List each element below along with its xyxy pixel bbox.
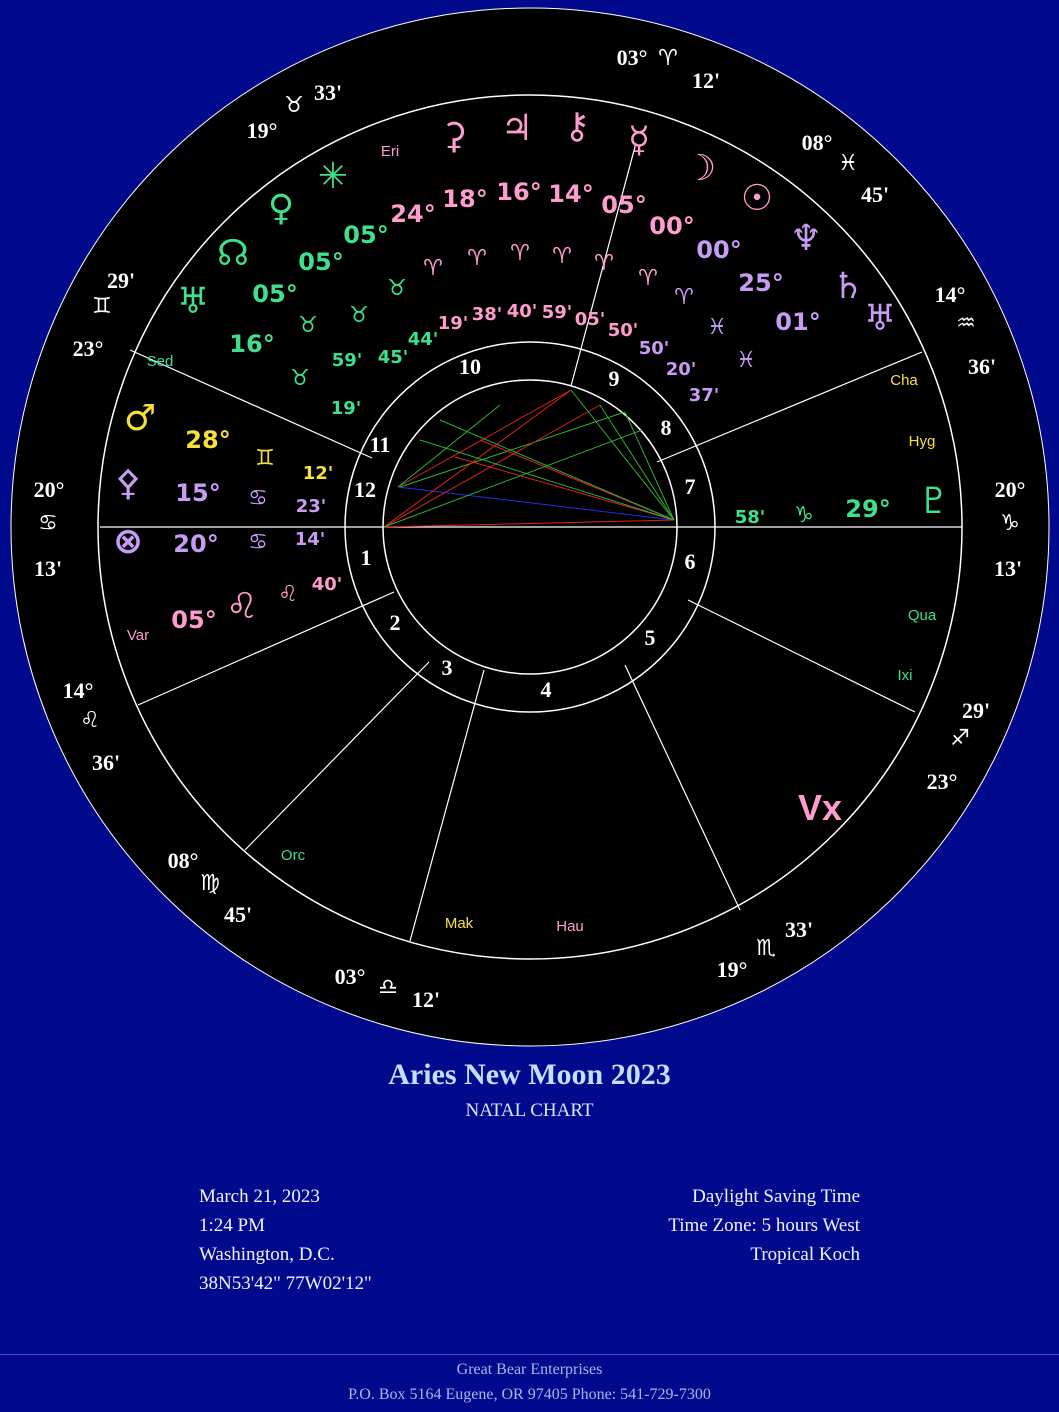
planet-sign-icon: ♈ — [510, 241, 530, 266]
cusp-sign-icon: ♋ — [38, 511, 58, 536]
cusp-minute: 13' — [33, 556, 63, 581]
planet-minute: 38' — [471, 304, 503, 325]
cusp-sign-icon: ♊ — [92, 294, 112, 319]
planet-degree: 20° — [173, 530, 219, 558]
planet-glyph-icon: ⚳ — [440, 116, 468, 157]
cusp-degree: 03° — [616, 45, 648, 70]
cusp-sign-icon: ♑ — [1000, 511, 1020, 536]
planet-degree: 05° — [252, 280, 298, 308]
cusp-degree: 14° — [934, 282, 966, 307]
planet-glyph-icon: ☉ — [740, 178, 774, 219]
planet-minute: 45' — [377, 347, 409, 368]
planet-glyph-icon: ♃ — [500, 108, 534, 149]
planet-glyph-icon: ♂ — [123, 398, 157, 439]
planet-minute: 19' — [437, 313, 469, 334]
planet-minute: 40' — [311, 574, 343, 595]
publisher-address: P.O. Box 5164 Eugene, OR 97405 Phone: 541-729-7300 — [348, 1386, 711, 1403]
planet-sign-icon: ♈ — [594, 251, 614, 276]
chart-subtitle: NATAL CHART — [465, 1100, 594, 1121]
planet-minute: 37' — [688, 385, 720, 406]
house-number: 9 — [608, 366, 620, 391]
cusp-sign-icon: ♐ — [950, 726, 970, 751]
planet-sign-icon: ♉ — [298, 313, 318, 338]
planet-sign-icon: ♑ — [794, 503, 814, 528]
house-number: 4 — [540, 677, 552, 702]
cusp-degree: 14° — [62, 678, 94, 703]
cusp-sign-icon: ♎ — [378, 975, 398, 1000]
planet-glyph-icon: ☿ — [627, 120, 651, 161]
birth-place: Washington, D.C. — [199, 1244, 335, 1265]
cusp-sign-icon: ♈ — [658, 46, 678, 71]
planet-glyph-icon: ♆ — [789, 218, 823, 259]
planet-minute: 50' — [638, 338, 670, 359]
planet-minute: 44' — [407, 329, 439, 350]
fixed-star-label: Var — [126, 627, 150, 644]
cusp-sign-icon: ♒ — [956, 311, 976, 336]
planet-degree: 18° — [442, 185, 488, 213]
planet-sign-icon: ♓ — [736, 348, 756, 373]
planet-degree: 05° — [298, 248, 344, 276]
planet-degree: 14° — [548, 180, 594, 208]
cusp-minute: 36' — [967, 354, 997, 379]
cusp-sign-icon: ♉ — [284, 93, 304, 118]
house-number: 2 — [389, 610, 401, 635]
planet-sign-icon: ♉ — [290, 366, 310, 391]
planet-glyph-icon: ♅ — [176, 281, 210, 322]
planet-degree: 05° — [601, 191, 647, 219]
cusp-minute: 12' — [691, 68, 721, 93]
planet-degree: 05° — [343, 221, 389, 249]
planet-glyph-icon: ☽ — [683, 148, 717, 189]
cusp-degree: 03° — [334, 964, 366, 989]
planet-glyph-icon: ♅ — [863, 298, 897, 339]
house-number: 8 — [660, 415, 672, 440]
planet-degree: 00° — [696, 236, 742, 264]
planet-sign-icon: ♓ — [707, 315, 727, 340]
cusp-degree: 29' — [106, 268, 136, 293]
birth-time: 1:24 PM — [199, 1215, 265, 1236]
planet-glyph-icon: ♄ — [831, 266, 865, 307]
cusp-minute: 23° — [72, 336, 104, 361]
planet-glyph-icon: ⚴ — [114, 463, 142, 504]
planet-degree: 05° — [171, 606, 217, 634]
house-number: 12 — [354, 477, 376, 502]
cusp-degree: 08° — [167, 848, 199, 873]
planet-sign-icon: ♈ — [467, 246, 487, 271]
planet-degree: 25° — [738, 269, 784, 297]
planet-minute: 14' — [294, 529, 326, 550]
planet-sign-icon: ♋ — [248, 530, 268, 555]
planet-sign-icon: ♈ — [423, 256, 443, 281]
fixed-star-label: Eri — [380, 143, 400, 160]
planet-sign-icon: ♈ — [552, 244, 572, 269]
planet-minute: 05' — [574, 309, 606, 330]
birth-details — [199, 1182, 372, 1298]
planet-sign-icon: ♊ — [255, 446, 275, 471]
planet-degree: 16° — [229, 330, 275, 358]
cusp-minute: 13' — [993, 556, 1023, 581]
planet-minute: 59' — [331, 350, 363, 371]
fixed-star-label: Vx — [797, 787, 843, 828]
planet-minute: 40' — [506, 301, 538, 322]
house-number: 5 — [644, 625, 656, 650]
cusp-degree: 20° — [33, 477, 65, 502]
planet-sign-icon: ♌ — [278, 582, 298, 607]
cusp-degree: 08° — [801, 130, 833, 155]
dst-note: Daylight Saving Time — [692, 1186, 860, 1207]
planet-minute: 59' — [541, 302, 573, 323]
house-system: Tropical Koch — [750, 1244, 860, 1265]
planet-minute: 20' — [665, 359, 697, 380]
cusp-minute: 33' — [313, 80, 343, 105]
cusp-degree: 19° — [246, 118, 278, 143]
planet-degree: 01° — [775, 308, 821, 336]
planet-sign-icon: ♈ — [638, 266, 658, 291]
planet-minute: 58' — [734, 507, 766, 528]
house-number: 1 — [360, 545, 372, 570]
fixed-star-label: Cha — [890, 372, 918, 389]
cusp-degree: 19° — [716, 957, 748, 982]
house-number: 3 — [441, 655, 453, 680]
planet-glyph-icon: ⊗ — [112, 521, 144, 562]
house-number: 6 — [684, 549, 696, 574]
publisher-name: Great Bear Enterprises — [456, 1361, 603, 1378]
cusp-minute: 36' — [91, 750, 121, 775]
cusp-minute: 12' — [411, 987, 441, 1012]
cusp-sign-icon: ♍ — [200, 871, 220, 896]
planet-sign-icon: ♉ — [349, 303, 369, 328]
house-number: 7 — [684, 474, 696, 499]
planet-glyph-icon: ♇ — [917, 481, 951, 522]
fixed-star-label: Mak — [444, 915, 474, 932]
fixed-star-label: Hyg — [908, 433, 936, 450]
birth-coordinates: 38N53'42" 77W02'12" — [199, 1273, 372, 1294]
house-number: 11 — [369, 432, 391, 457]
planet-minute: 50' — [607, 320, 639, 341]
cusp-degree: 20° — [994, 477, 1026, 502]
birth-date: March 21, 2023 — [199, 1186, 320, 1207]
cusp-sign-icon: ♌ — [80, 708, 100, 733]
planet-degree: 15° — [175, 479, 221, 507]
planet-glyph-icon: ♀ — [267, 188, 295, 229]
planet-degree: 29° — [845, 495, 891, 523]
time-zone: Time Zone: 5 hours West — [668, 1215, 860, 1236]
planet-minute: 12' — [302, 463, 334, 484]
cusp-minute: 45' — [223, 902, 253, 927]
house-number: 10 — [459, 354, 481, 379]
planet-sign-icon: ♈ — [674, 285, 694, 310]
planet-degree: 28° — [185, 426, 231, 454]
cusp-minute: 23° — [926, 769, 958, 794]
planet-glyph-icon: ⚷ — [563, 106, 591, 147]
cusp-sign-icon: ♏ — [756, 936, 776, 961]
cusp-minute: 45' — [860, 182, 890, 207]
cusp-degree: 29' — [961, 698, 991, 723]
cusp-minute: 33' — [784, 917, 814, 942]
planet-sign-icon: ♋ — [248, 486, 268, 511]
planet-glyph-icon: ☊ — [217, 233, 249, 274]
chart-settings — [668, 1182, 860, 1269]
planet-minute: 23' — [295, 496, 327, 517]
fixed-star-label: Sed — [146, 353, 174, 370]
fixed-star-label: Hau — [556, 918, 584, 935]
planet-degree: 24° — [390, 200, 436, 228]
planet-sign-icon: ♉ — [387, 276, 407, 301]
fixed-star-label: Qua — [907, 607, 937, 624]
planet-minute: 19' — [330, 398, 362, 419]
planet-degree: 00° — [649, 212, 695, 240]
planet-glyph-icon: ✳ — [317, 156, 349, 197]
cusp-sign-icon: ♓ — [838, 151, 858, 176]
chart-title: Aries New Moon 2023 — [388, 1058, 671, 1091]
planet-degree: 16° — [496, 178, 542, 206]
fixed-star-label: Ixi — [897, 667, 913, 684]
footer — [0, 1354, 1059, 1412]
fixed-star-label: Orc — [280, 847, 306, 864]
planet-glyph-icon: ♌ — [225, 586, 259, 627]
